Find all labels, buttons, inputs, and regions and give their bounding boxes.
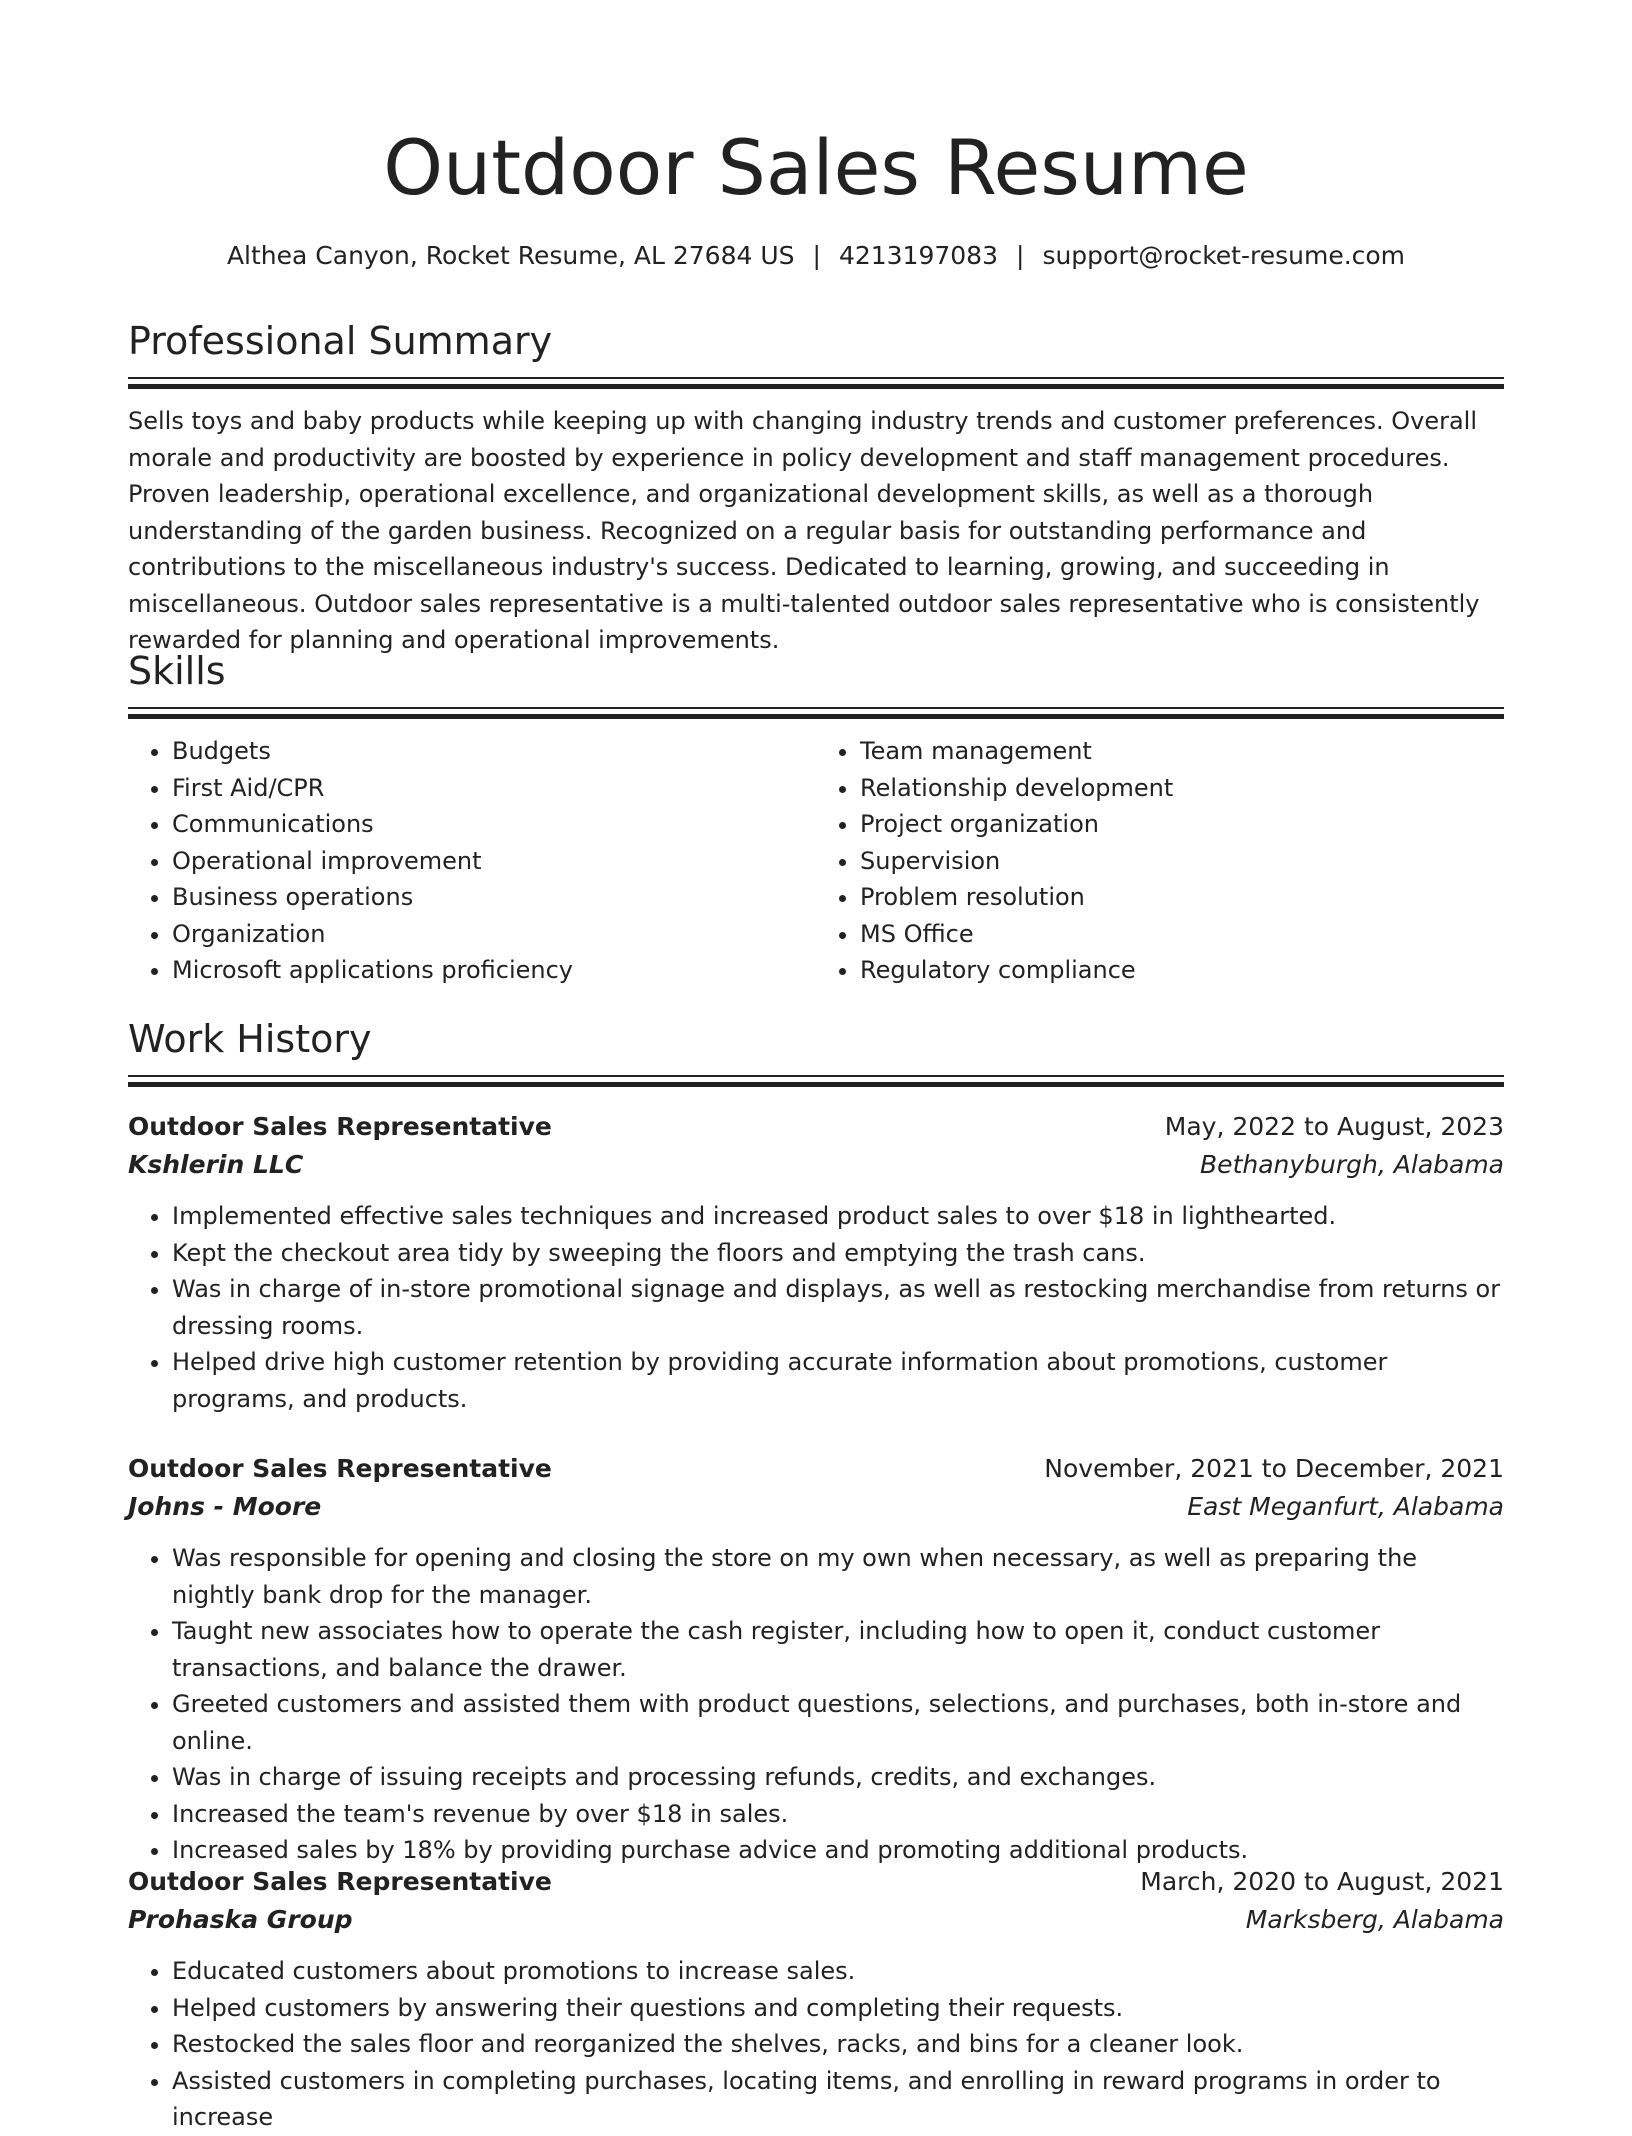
skill-item: • Organization (172, 916, 816, 953)
job-bullets (128, 1953, 1504, 2136)
skill-item: • Communications (172, 806, 816, 843)
contact-separator: | (1016, 241, 1025, 270)
job-bullet: • Helped drive high customer retention by providing accurate information about promotions, customer programs, and products. (172, 1344, 1504, 1417)
job-entry (128, 1450, 1504, 1869)
job-title: Outdoor Sales Representative (128, 1112, 552, 1141)
job-bullets (128, 1540, 1504, 1869)
job-bullet: • Restocked the sales floor and reorganized the shelves, racks, and bins for a cleaner look. (172, 2026, 1504, 2063)
contact-email: support@rocket-resume.com (1042, 241, 1406, 270)
summary-section (128, 315, 1504, 659)
contact-line (128, 236, 1504, 276)
job-bullet: • Helped customers by answering their questions and completing their requests. (172, 1990, 1504, 2027)
job-header-row (128, 1450, 1504, 1488)
job-company: Prohaska Group (128, 1905, 353, 1934)
job-header-row (128, 1863, 1504, 1901)
section-divider (128, 377, 1504, 389)
job-bullet: • Increased sales by 18% by providing purchase advice and promoting additional products. (172, 1832, 1504, 1869)
job-location: East Meganfurt, Alabama (1187, 1492, 1504, 1521)
job-bullet: • Greeted customers and assisted them with product questions, selections, and purchases, both in-store and online. (172, 1686, 1504, 1759)
job-company: Kshlerin LLC (128, 1150, 304, 1179)
skill-item: • Microsoft applications proficiency (172, 952, 816, 989)
job-location: Bethanyburgh, Alabama (1200, 1150, 1504, 1179)
section-divider (128, 1075, 1504, 1087)
job-bullet: • Was responsible for opening and closing the store on my own when necessary, as well as preparing the nightly bank drop for the manager. (172, 1540, 1504, 1613)
skill-item: • Project organization (860, 806, 1504, 843)
skill-item: • Relationship development (860, 770, 1504, 807)
resume-title: Outdoor Sales Resume (383, 123, 1249, 212)
summary-heading: Professional Summary (128, 319, 553, 363)
job-bullet: • Taught new associates how to operate the cash register, including how to open it, conduct customer transactions, and balance the drawer. (172, 1613, 1504, 1686)
job-dates: March, 2020 to August, 2021 (1140, 1867, 1504, 1896)
job-company: Johns - Moore (128, 1492, 322, 1521)
skills-right-column (816, 733, 1504, 989)
job-entry (128, 1863, 1504, 2136)
job-subheader-row (128, 1146, 1504, 1184)
skills-section (128, 645, 1504, 989)
summary-text: Sells toys and baby products while keeping up with changing industry trends and customer preferences. Overall morale and productivity are boosted by experience in policy development and staff management procedures. Proven leadership, operational excellence, and organizational development skills, as well as a thorough understanding of the garden business. Recognized on a regular basis for outstanding performance and contributions to the miscellaneous industry's success. Dedicated to learning, growing, and succeeding in miscellaneous. Outdoor sales representative is a multi-talented outdoor sales representative who is consistently rewarded for planning and operational improvements. (128, 407, 1480, 654)
job-subheader-row (128, 1901, 1504, 1939)
skill-item: • MS Office (860, 916, 1504, 953)
skill-item: • First Aid/CPR (172, 770, 816, 807)
skill-item: • Team management (860, 733, 1504, 770)
skill-item: • Business operations (172, 879, 816, 916)
job-location: Marksberg, Alabama (1245, 1905, 1504, 1934)
job-bullet: • Implemented effective sales techniques and increased product sales to over $18 in lighthearted. (172, 1198, 1504, 1235)
skill-item: • Problem resolution (860, 879, 1504, 916)
skill-item: • Regulatory compliance (860, 952, 1504, 989)
job-header-row (128, 1108, 1504, 1146)
job-dates: May, 2022 to August, 2023 (1164, 1112, 1504, 1141)
job-entry (128, 1108, 1504, 1417)
skills-heading: Skills (128, 649, 226, 693)
job-title: Outdoor Sales Representative (128, 1454, 552, 1483)
job-bullet: • Increased the team's revenue by over $18 in sales. (172, 1796, 1504, 1833)
job-bullet: • Educated customers about promotions to increase sales. (172, 1953, 1504, 1990)
job-subheader-row (128, 1488, 1504, 1526)
job-bullet: • Was in charge of issuing receipts and processing refunds, credits, and exchanges. (172, 1759, 1504, 1796)
job-dates: November, 2021 to December, 2021 (1044, 1454, 1504, 1483)
job-bullet: • Assisted customers in completing purchases, locating items, and enrolling in reward programs in order to increase (172, 2063, 1504, 2136)
job-bullet: • Kept the checkout area tidy by sweeping the floors and emptying the trash cans. (172, 1235, 1504, 1272)
skill-item: • Operational improvement (172, 843, 816, 880)
job-bullets (128, 1198, 1504, 1417)
contact-phone: 4213197083 (838, 241, 998, 270)
skills-left-column (128, 733, 816, 989)
job-bullet: • Was in charge of in-store promotional signage and displays, as well as restocking merchandise from returns or dressing rooms. (172, 1271, 1504, 1344)
section-divider (128, 707, 1504, 719)
skills-grid (128, 733, 1504, 989)
job-title: Outdoor Sales Representative (128, 1867, 552, 1896)
contact-address: Althea Canyon, Rocket Resume, AL 27684 US (226, 241, 795, 270)
contact-separator: | (812, 241, 821, 270)
skill-item: • Supervision (860, 843, 1504, 880)
work-history-heading: Work History (128, 1017, 372, 1061)
work-history-section (128, 1013, 1504, 1087)
skill-item: • Budgets (172, 733, 816, 770)
